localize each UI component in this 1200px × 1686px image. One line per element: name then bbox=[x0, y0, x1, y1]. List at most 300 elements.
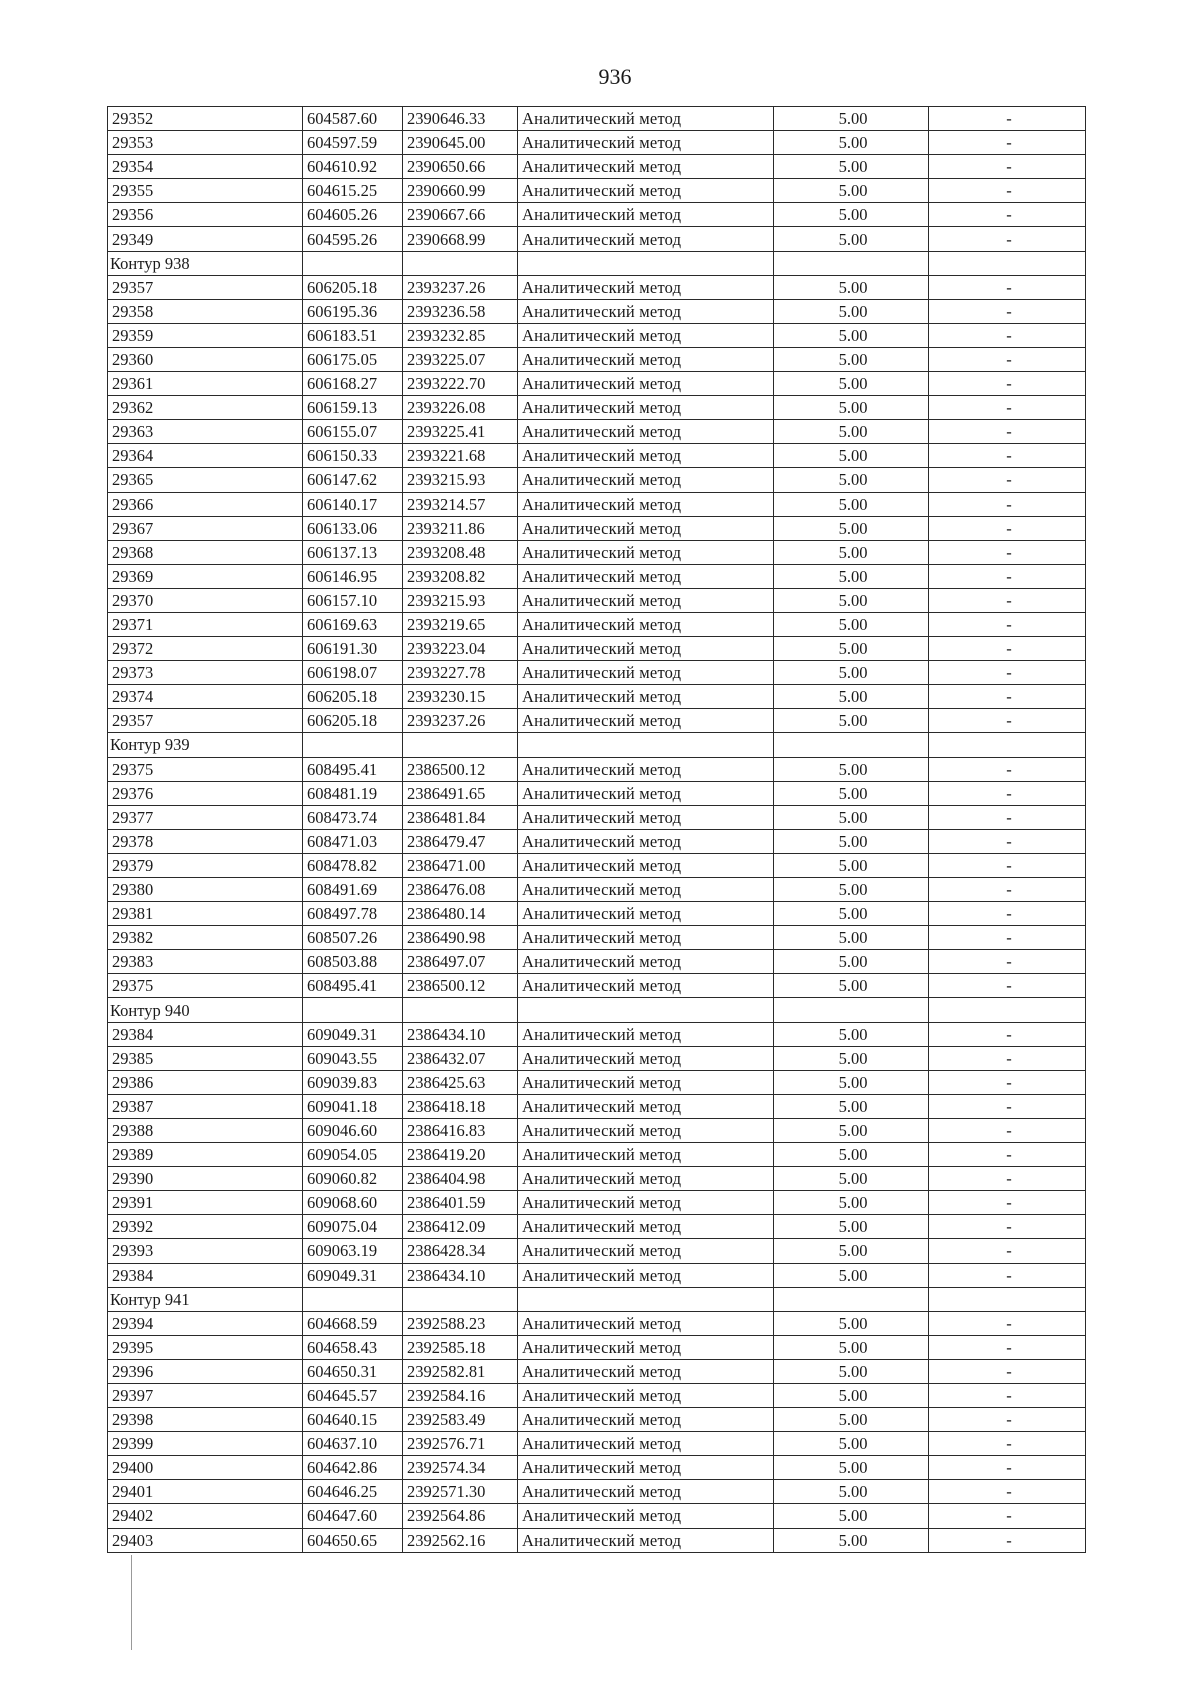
note-cell: - bbox=[929, 107, 1086, 131]
method-cell: Аналитический метод bbox=[518, 588, 774, 612]
method-cell: Аналитический метод bbox=[518, 709, 774, 733]
accuracy-cell: 5.00 bbox=[774, 275, 929, 299]
point-id-cell: 29373 bbox=[108, 661, 303, 685]
y-coordinate-cell: 2386416.83 bbox=[403, 1118, 518, 1142]
method-cell: Аналитический метод bbox=[518, 299, 774, 323]
table-row bbox=[108, 974, 1086, 998]
y-coordinate-cell: 2386500.12 bbox=[403, 974, 518, 998]
note-cell: - bbox=[929, 1070, 1086, 1094]
x-coordinate-cell: 604645.57 bbox=[303, 1383, 403, 1407]
x-coordinate-cell: 606150.33 bbox=[303, 444, 403, 468]
point-id-cell: 29353 bbox=[108, 131, 303, 155]
accuracy-cell: 5.00 bbox=[774, 974, 929, 998]
note-cell: - bbox=[929, 347, 1086, 371]
accuracy-cell: 5.00 bbox=[774, 323, 929, 347]
x-coordinate-cell: 604646.25 bbox=[303, 1480, 403, 1504]
method-cell: Аналитический метод bbox=[518, 1504, 774, 1528]
y-coordinate-cell: 2392588.23 bbox=[403, 1311, 518, 1335]
x-coordinate-cell: 606146.95 bbox=[303, 564, 403, 588]
table-row bbox=[108, 781, 1086, 805]
method-cell: Аналитический метод bbox=[518, 107, 774, 131]
accuracy-cell: 5.00 bbox=[774, 1167, 929, 1191]
method-cell: Аналитический метод bbox=[518, 1070, 774, 1094]
accuracy-cell: 5.00 bbox=[774, 950, 929, 974]
y-coordinate-cell: 2393208.48 bbox=[403, 540, 518, 564]
x-coordinate-cell: 608471.03 bbox=[303, 829, 403, 853]
y-coordinate-cell: 2393219.65 bbox=[403, 612, 518, 636]
table-row bbox=[108, 1504, 1086, 1528]
y-coordinate-cell: 2393232.85 bbox=[403, 323, 518, 347]
note-cell: - bbox=[929, 637, 1086, 661]
x-coordinate-cell: 606183.51 bbox=[303, 323, 403, 347]
y-coordinate-cell: 2386419.20 bbox=[403, 1143, 518, 1167]
accuracy-cell: 5.00 bbox=[774, 1118, 929, 1142]
table-row bbox=[108, 492, 1086, 516]
note-cell: - bbox=[929, 564, 1086, 588]
point-id-cell: 29392 bbox=[108, 1215, 303, 1239]
method-cell: Аналитический метод bbox=[518, 685, 774, 709]
point-id-cell: 29398 bbox=[108, 1408, 303, 1432]
point-id-cell: 29374 bbox=[108, 685, 303, 709]
empty-cell bbox=[303, 733, 403, 757]
table-row bbox=[108, 950, 1086, 974]
point-id-cell: 29358 bbox=[108, 299, 303, 323]
method-cell: Аналитический метод bbox=[518, 516, 774, 540]
x-coordinate-cell: 606191.30 bbox=[303, 637, 403, 661]
table-row bbox=[108, 444, 1086, 468]
y-coordinate-cell: 2393225.07 bbox=[403, 347, 518, 371]
note-cell: - bbox=[929, 1335, 1086, 1359]
point-id-cell: 29356 bbox=[108, 203, 303, 227]
note-cell: - bbox=[929, 588, 1086, 612]
x-coordinate-cell: 606198.07 bbox=[303, 661, 403, 685]
accuracy-cell: 5.00 bbox=[774, 1094, 929, 1118]
x-coordinate-cell: 606175.05 bbox=[303, 347, 403, 371]
y-coordinate-cell: 2393211.86 bbox=[403, 516, 518, 540]
method-cell: Аналитический метод bbox=[518, 323, 774, 347]
accuracy-cell: 5.00 bbox=[774, 444, 929, 468]
note-cell: - bbox=[929, 950, 1086, 974]
empty-cell bbox=[403, 733, 518, 757]
method-cell: Аналитический метод bbox=[518, 926, 774, 950]
x-coordinate-cell: 606155.07 bbox=[303, 420, 403, 444]
note-cell: - bbox=[929, 1118, 1086, 1142]
y-coordinate-cell: 2393223.04 bbox=[403, 637, 518, 661]
accuracy-cell: 5.00 bbox=[774, 372, 929, 396]
x-coordinate-cell: 604615.25 bbox=[303, 179, 403, 203]
y-coordinate-cell: 2392562.16 bbox=[403, 1528, 518, 1552]
method-cell: Аналитический метод bbox=[518, 1046, 774, 1070]
empty-cell bbox=[303, 998, 403, 1022]
empty-cell bbox=[518, 998, 774, 1022]
margin-line bbox=[131, 1555, 132, 1650]
accuracy-cell: 5.00 bbox=[774, 1359, 929, 1383]
x-coordinate-cell: 606159.13 bbox=[303, 396, 403, 420]
method-cell: Аналитический метод bbox=[518, 1528, 774, 1552]
method-cell: Аналитический метод bbox=[518, 372, 774, 396]
note-cell: - bbox=[929, 1263, 1086, 1287]
accuracy-cell: 5.00 bbox=[774, 1311, 929, 1335]
accuracy-cell: 5.00 bbox=[774, 347, 929, 371]
point-id-cell: 29378 bbox=[108, 829, 303, 853]
note-cell: - bbox=[929, 926, 1086, 950]
note-cell: - bbox=[929, 781, 1086, 805]
note-cell: - bbox=[929, 757, 1086, 781]
empty-cell bbox=[403, 251, 518, 275]
accuracy-cell: 5.00 bbox=[774, 1383, 929, 1407]
method-cell: Аналитический метод bbox=[518, 1263, 774, 1287]
x-coordinate-cell: 606137.13 bbox=[303, 540, 403, 564]
method-cell: Аналитический метод bbox=[518, 396, 774, 420]
method-cell: Аналитический метод bbox=[518, 275, 774, 299]
point-id-cell: 29402 bbox=[108, 1504, 303, 1528]
x-coordinate-cell: 604668.59 bbox=[303, 1311, 403, 1335]
x-coordinate-cell: 604642.86 bbox=[303, 1456, 403, 1480]
point-id-cell: 29360 bbox=[108, 347, 303, 371]
note-cell: - bbox=[929, 709, 1086, 733]
table-row bbox=[108, 1239, 1086, 1263]
point-id-cell: 29380 bbox=[108, 878, 303, 902]
point-id-cell: 29395 bbox=[108, 1335, 303, 1359]
y-coordinate-cell: 2393227.78 bbox=[403, 661, 518, 685]
note-cell: - bbox=[929, 612, 1086, 636]
point-id-cell: 29357 bbox=[108, 275, 303, 299]
note-cell: - bbox=[929, 1480, 1086, 1504]
method-cell: Аналитический метод bbox=[518, 805, 774, 829]
x-coordinate-cell: 609063.19 bbox=[303, 1239, 403, 1263]
y-coordinate-cell: 2393237.26 bbox=[403, 709, 518, 733]
accuracy-cell: 5.00 bbox=[774, 1143, 929, 1167]
method-cell: Аналитический метод bbox=[518, 179, 774, 203]
y-coordinate-cell: 2393208.82 bbox=[403, 564, 518, 588]
table-row bbox=[108, 637, 1086, 661]
x-coordinate-cell: 606157.10 bbox=[303, 588, 403, 612]
y-coordinate-cell: 2386428.34 bbox=[403, 1239, 518, 1263]
note-cell: - bbox=[929, 1094, 1086, 1118]
y-coordinate-cell: 2386471.00 bbox=[403, 853, 518, 877]
y-coordinate-cell: 2386434.10 bbox=[403, 1022, 518, 1046]
y-coordinate-cell: 2386404.98 bbox=[403, 1167, 518, 1191]
x-coordinate-cell: 606147.62 bbox=[303, 468, 403, 492]
point-id-cell: 29372 bbox=[108, 637, 303, 661]
y-coordinate-cell: 2386497.07 bbox=[403, 950, 518, 974]
accuracy-cell: 5.00 bbox=[774, 926, 929, 950]
accuracy-cell: 5.00 bbox=[774, 1263, 929, 1287]
note-cell: - bbox=[929, 685, 1086, 709]
point-id-cell: 29354 bbox=[108, 155, 303, 179]
x-coordinate-cell: 608491.69 bbox=[303, 878, 403, 902]
x-coordinate-cell: 604650.65 bbox=[303, 1528, 403, 1552]
accuracy-cell: 5.00 bbox=[774, 564, 929, 588]
point-id-cell: 29366 bbox=[108, 492, 303, 516]
coordinates-table bbox=[107, 106, 1086, 1553]
point-id-cell: 29364 bbox=[108, 444, 303, 468]
y-coordinate-cell: 2393221.68 bbox=[403, 444, 518, 468]
accuracy-cell: 5.00 bbox=[774, 805, 929, 829]
note-cell: - bbox=[929, 1432, 1086, 1456]
y-coordinate-cell: 2390660.99 bbox=[403, 179, 518, 203]
point-id-cell: 29370 bbox=[108, 588, 303, 612]
table-row bbox=[108, 1359, 1086, 1383]
method-cell: Аналитический метод bbox=[518, 1432, 774, 1456]
table-row bbox=[108, 227, 1086, 251]
note-cell: - bbox=[929, 974, 1086, 998]
table-row bbox=[108, 1143, 1086, 1167]
contour-label: Контур 939 bbox=[108, 733, 303, 757]
x-coordinate-cell: 604610.92 bbox=[303, 155, 403, 179]
accuracy-cell: 5.00 bbox=[774, 1070, 929, 1094]
table-row bbox=[108, 1094, 1086, 1118]
method-cell: Аналитический метод bbox=[518, 1143, 774, 1167]
note-cell: - bbox=[929, 179, 1086, 203]
table-row bbox=[108, 685, 1086, 709]
note-cell: - bbox=[929, 1215, 1086, 1239]
point-id-cell: 29376 bbox=[108, 781, 303, 805]
point-id-cell: 29389 bbox=[108, 1143, 303, 1167]
note-cell: - bbox=[929, 540, 1086, 564]
y-coordinate-cell: 2390645.00 bbox=[403, 131, 518, 155]
y-coordinate-cell: 2386432.07 bbox=[403, 1046, 518, 1070]
table-row bbox=[108, 107, 1086, 131]
coordinates-table-body bbox=[108, 107, 1086, 1553]
x-coordinate-cell: 609046.60 bbox=[303, 1118, 403, 1142]
y-coordinate-cell: 2386481.84 bbox=[403, 805, 518, 829]
method-cell: Аналитический метод bbox=[518, 492, 774, 516]
y-coordinate-cell: 2386476.08 bbox=[403, 878, 518, 902]
contour-label: Контур 938 bbox=[108, 251, 303, 275]
point-id-cell: 29403 bbox=[108, 1528, 303, 1552]
point-id-cell: 29349 bbox=[108, 227, 303, 251]
point-id-cell: 29363 bbox=[108, 420, 303, 444]
y-coordinate-cell: 2386490.98 bbox=[403, 926, 518, 950]
x-coordinate-cell: 609043.55 bbox=[303, 1046, 403, 1070]
point-id-cell: 29393 bbox=[108, 1239, 303, 1263]
x-coordinate-cell: 604605.26 bbox=[303, 203, 403, 227]
point-id-cell: 29388 bbox=[108, 1118, 303, 1142]
accuracy-cell: 5.00 bbox=[774, 227, 929, 251]
x-coordinate-cell: 604658.43 bbox=[303, 1335, 403, 1359]
point-id-cell: 29367 bbox=[108, 516, 303, 540]
point-id-cell: 29371 bbox=[108, 612, 303, 636]
method-cell: Аналитический метод bbox=[518, 540, 774, 564]
empty-cell bbox=[929, 733, 1086, 757]
point-id-cell: 29397 bbox=[108, 1383, 303, 1407]
note-cell: - bbox=[929, 492, 1086, 516]
table-row bbox=[108, 1263, 1086, 1287]
y-coordinate-cell: 2393225.41 bbox=[403, 420, 518, 444]
accuracy-cell: 5.00 bbox=[774, 853, 929, 877]
table-row bbox=[108, 323, 1086, 347]
method-cell: Аналитический метод bbox=[518, 1215, 774, 1239]
x-coordinate-cell: 609049.31 bbox=[303, 1022, 403, 1046]
y-coordinate-cell: 2393222.70 bbox=[403, 372, 518, 396]
point-id-cell: 29394 bbox=[108, 1311, 303, 1335]
point-id-cell: 29375 bbox=[108, 757, 303, 781]
x-coordinate-cell: 609039.83 bbox=[303, 1070, 403, 1094]
note-cell: - bbox=[929, 323, 1086, 347]
x-coordinate-cell: 609068.60 bbox=[303, 1191, 403, 1215]
note-cell: - bbox=[929, 1359, 1086, 1383]
note-cell: - bbox=[929, 1239, 1086, 1263]
x-coordinate-cell: 608507.26 bbox=[303, 926, 403, 950]
accuracy-cell: 5.00 bbox=[774, 1456, 929, 1480]
point-id-cell: 29384 bbox=[108, 1022, 303, 1046]
point-id-cell: 29379 bbox=[108, 853, 303, 877]
table-row bbox=[108, 155, 1086, 179]
accuracy-cell: 5.00 bbox=[774, 1335, 929, 1359]
accuracy-cell: 5.00 bbox=[774, 1432, 929, 1456]
contour-header-row bbox=[108, 251, 1086, 275]
accuracy-cell: 5.00 bbox=[774, 685, 929, 709]
point-id-cell: 29396 bbox=[108, 1359, 303, 1383]
accuracy-cell: 5.00 bbox=[774, 1239, 929, 1263]
accuracy-cell: 5.00 bbox=[774, 155, 929, 179]
accuracy-cell: 5.00 bbox=[774, 661, 929, 685]
y-coordinate-cell: 2390667.66 bbox=[403, 203, 518, 227]
point-id-cell: 29383 bbox=[108, 950, 303, 974]
point-id-cell: 29357 bbox=[108, 709, 303, 733]
method-cell: Аналитический метод bbox=[518, 227, 774, 251]
accuracy-cell: 5.00 bbox=[774, 468, 929, 492]
y-coordinate-cell: 2392582.81 bbox=[403, 1359, 518, 1383]
accuracy-cell: 5.00 bbox=[774, 829, 929, 853]
contour-label: Контур 941 bbox=[108, 1287, 303, 1311]
note-cell: - bbox=[929, 372, 1086, 396]
note-cell: - bbox=[929, 1191, 1086, 1215]
accuracy-cell: 5.00 bbox=[774, 1528, 929, 1552]
x-coordinate-cell: 604647.60 bbox=[303, 1504, 403, 1528]
note-cell: - bbox=[929, 1143, 1086, 1167]
x-coordinate-cell: 608481.19 bbox=[303, 781, 403, 805]
accuracy-cell: 5.00 bbox=[774, 781, 929, 805]
note-cell: - bbox=[929, 468, 1086, 492]
method-cell: Аналитический метод bbox=[518, 853, 774, 877]
x-coordinate-cell: 608478.82 bbox=[303, 853, 403, 877]
y-coordinate-cell: 2392571.30 bbox=[403, 1480, 518, 1504]
method-cell: Аналитический метод bbox=[518, 1239, 774, 1263]
empty-cell bbox=[774, 733, 929, 757]
method-cell: Аналитический метод bbox=[518, 902, 774, 926]
accuracy-cell: 5.00 bbox=[774, 540, 929, 564]
y-coordinate-cell: 2393215.93 bbox=[403, 588, 518, 612]
table-row bbox=[108, 564, 1086, 588]
x-coordinate-cell: 606168.27 bbox=[303, 372, 403, 396]
table-row bbox=[108, 203, 1086, 227]
table-row bbox=[108, 1408, 1086, 1432]
x-coordinate-cell: 606169.63 bbox=[303, 612, 403, 636]
table-row bbox=[108, 347, 1086, 371]
table-row bbox=[108, 661, 1086, 685]
point-id-cell: 29362 bbox=[108, 396, 303, 420]
note-cell: - bbox=[929, 275, 1086, 299]
note-cell: - bbox=[929, 1528, 1086, 1552]
empty-cell bbox=[518, 1287, 774, 1311]
y-coordinate-cell: 2390668.99 bbox=[403, 227, 518, 251]
table-row bbox=[108, 1335, 1086, 1359]
table-row bbox=[108, 396, 1086, 420]
note-cell: - bbox=[929, 420, 1086, 444]
method-cell: Аналитический метод bbox=[518, 468, 774, 492]
accuracy-cell: 5.00 bbox=[774, 588, 929, 612]
page-number: 936 bbox=[598, 64, 632, 89]
note-cell: - bbox=[929, 1408, 1086, 1432]
method-cell: Аналитический метод bbox=[518, 444, 774, 468]
point-id-cell: 29352 bbox=[108, 107, 303, 131]
table-row bbox=[108, 1167, 1086, 1191]
table-row bbox=[108, 420, 1086, 444]
table-row bbox=[108, 1528, 1086, 1552]
method-cell: Аналитический метод bbox=[518, 1408, 774, 1432]
y-coordinate-cell: 2386418.18 bbox=[403, 1094, 518, 1118]
method-cell: Аналитический метод bbox=[518, 878, 774, 902]
method-cell: Аналитический метод bbox=[518, 1456, 774, 1480]
x-coordinate-cell: 608495.41 bbox=[303, 974, 403, 998]
x-coordinate-cell: 609041.18 bbox=[303, 1094, 403, 1118]
x-coordinate-cell: 608497.78 bbox=[303, 902, 403, 926]
table-row bbox=[108, 612, 1086, 636]
table-row bbox=[108, 1191, 1086, 1215]
note-cell: - bbox=[929, 853, 1086, 877]
point-id-cell: 29361 bbox=[108, 372, 303, 396]
x-coordinate-cell: 608473.74 bbox=[303, 805, 403, 829]
table-row bbox=[108, 1118, 1086, 1142]
x-coordinate-cell: 609060.82 bbox=[303, 1167, 403, 1191]
note-cell: - bbox=[929, 299, 1086, 323]
note-cell: - bbox=[929, 902, 1086, 926]
accuracy-cell: 5.00 bbox=[774, 1504, 929, 1528]
table-row bbox=[108, 372, 1086, 396]
y-coordinate-cell: 2386412.09 bbox=[403, 1215, 518, 1239]
y-coordinate-cell: 2390646.33 bbox=[403, 107, 518, 131]
point-id-cell: 29387 bbox=[108, 1094, 303, 1118]
y-coordinate-cell: 2390650.66 bbox=[403, 155, 518, 179]
x-coordinate-cell: 604640.15 bbox=[303, 1408, 403, 1432]
x-coordinate-cell: 606205.18 bbox=[303, 275, 403, 299]
contour-header-row bbox=[108, 998, 1086, 1022]
y-coordinate-cell: 2386479.47 bbox=[403, 829, 518, 853]
contour-header-row bbox=[108, 733, 1086, 757]
table-row bbox=[108, 709, 1086, 733]
x-coordinate-cell: 609054.05 bbox=[303, 1143, 403, 1167]
accuracy-cell: 5.00 bbox=[774, 757, 929, 781]
y-coordinate-cell: 2386425.63 bbox=[403, 1070, 518, 1094]
method-cell: Аналитический метод bbox=[518, 1335, 774, 1359]
table-row bbox=[108, 1480, 1086, 1504]
empty-cell bbox=[403, 1287, 518, 1311]
point-id-cell: 29375 bbox=[108, 974, 303, 998]
method-cell: Аналитический метод bbox=[518, 1022, 774, 1046]
accuracy-cell: 5.00 bbox=[774, 1022, 929, 1046]
method-cell: Аналитический метод bbox=[518, 155, 774, 179]
method-cell: Аналитический метод bbox=[518, 829, 774, 853]
note-cell: - bbox=[929, 1167, 1086, 1191]
y-coordinate-cell: 2392564.86 bbox=[403, 1504, 518, 1528]
point-id-cell: 29365 bbox=[108, 468, 303, 492]
note-cell: - bbox=[929, 1046, 1086, 1070]
table-row bbox=[108, 540, 1086, 564]
method-cell: Аналитический метод bbox=[518, 1359, 774, 1383]
note-cell: - bbox=[929, 444, 1086, 468]
method-cell: Аналитический метод bbox=[518, 1480, 774, 1504]
y-coordinate-cell: 2393237.26 bbox=[403, 275, 518, 299]
x-coordinate-cell: 606205.18 bbox=[303, 685, 403, 709]
accuracy-cell: 5.00 bbox=[774, 179, 929, 203]
accuracy-cell: 5.00 bbox=[774, 637, 929, 661]
note-cell: - bbox=[929, 516, 1086, 540]
accuracy-cell: 5.00 bbox=[774, 131, 929, 155]
method-cell: Аналитический метод bbox=[518, 1167, 774, 1191]
method-cell: Аналитический метод bbox=[518, 781, 774, 805]
